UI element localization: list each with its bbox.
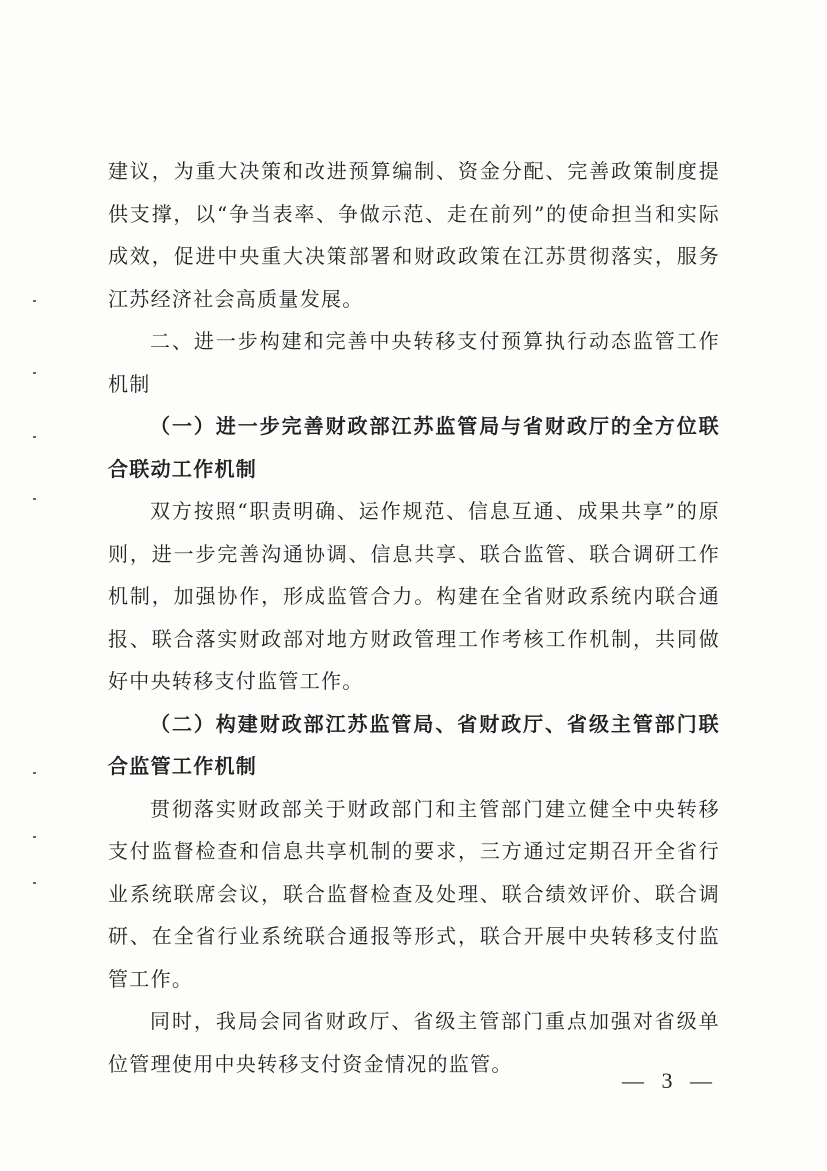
subsection-heading-1: （一）进一步完善财政部江苏监管局与省财政厅的全方位联合联动工作机制 — [108, 414, 720, 481]
scan-mark — [33, 882, 36, 884]
paragraph-body: 贯彻落实财政部关于财政部门和主管部门建立健全中央转移支付监督检查和信息共享机制的要求，三方通过定期召开全省行业系统联席会议，联合监督检查及处理、联合绩效评价、联合调研、在全省行业系统联合通报等形式，联合开展中央转移支付监管工作。 — [108, 796, 720, 991]
section-heading-2: 二、进一步构建和完善中央转移支付预算执行动态监管工作机制 — [108, 329, 720, 396]
document-body — [108, 150, 720, 1085]
paragraph-body: 同时，我局会同省财政厅、省级主管部门重点加强对省级单位管理使用中央转移支付资金情况的监管。 — [108, 1009, 720, 1076]
paragraph-body: 双方按照“职责明确、运作规范、信息互通、成果共享”的原则，进一步完善沟通协调、信息共享、联合监管、联合调研工作机制，加强协作，形成监管合力。构建在全省财政系统内联合通报、联合落实财政部对地方财政管理工作考核工作机制，共同做好中央转移支付监管工作。 — [108, 499, 720, 693]
paragraph-intro: 建议，为重大决策和改进预算编制、资金分配、完善政策制度提供支撑，以“争当表率、争做示范、走在前列”的使命担当和实际成效，促进中央重大决策部署和财政政策在江苏贯彻落实，服务江苏经济社会高质量发展。 — [108, 159, 720, 311]
subsection-heading-2: （二）构建财政部江苏监管局、省财政厅、省级主管部门联合监管工作机制 — [108, 711, 720, 778]
scan-mark — [33, 436, 36, 438]
scan-mark — [33, 498, 36, 500]
page-number: — 3 — — [622, 1068, 718, 1093]
scan-mark — [33, 836, 36, 838]
scan-mark — [33, 300, 36, 302]
scan-mark — [33, 372, 36, 374]
scan-mark — [33, 772, 36, 774]
